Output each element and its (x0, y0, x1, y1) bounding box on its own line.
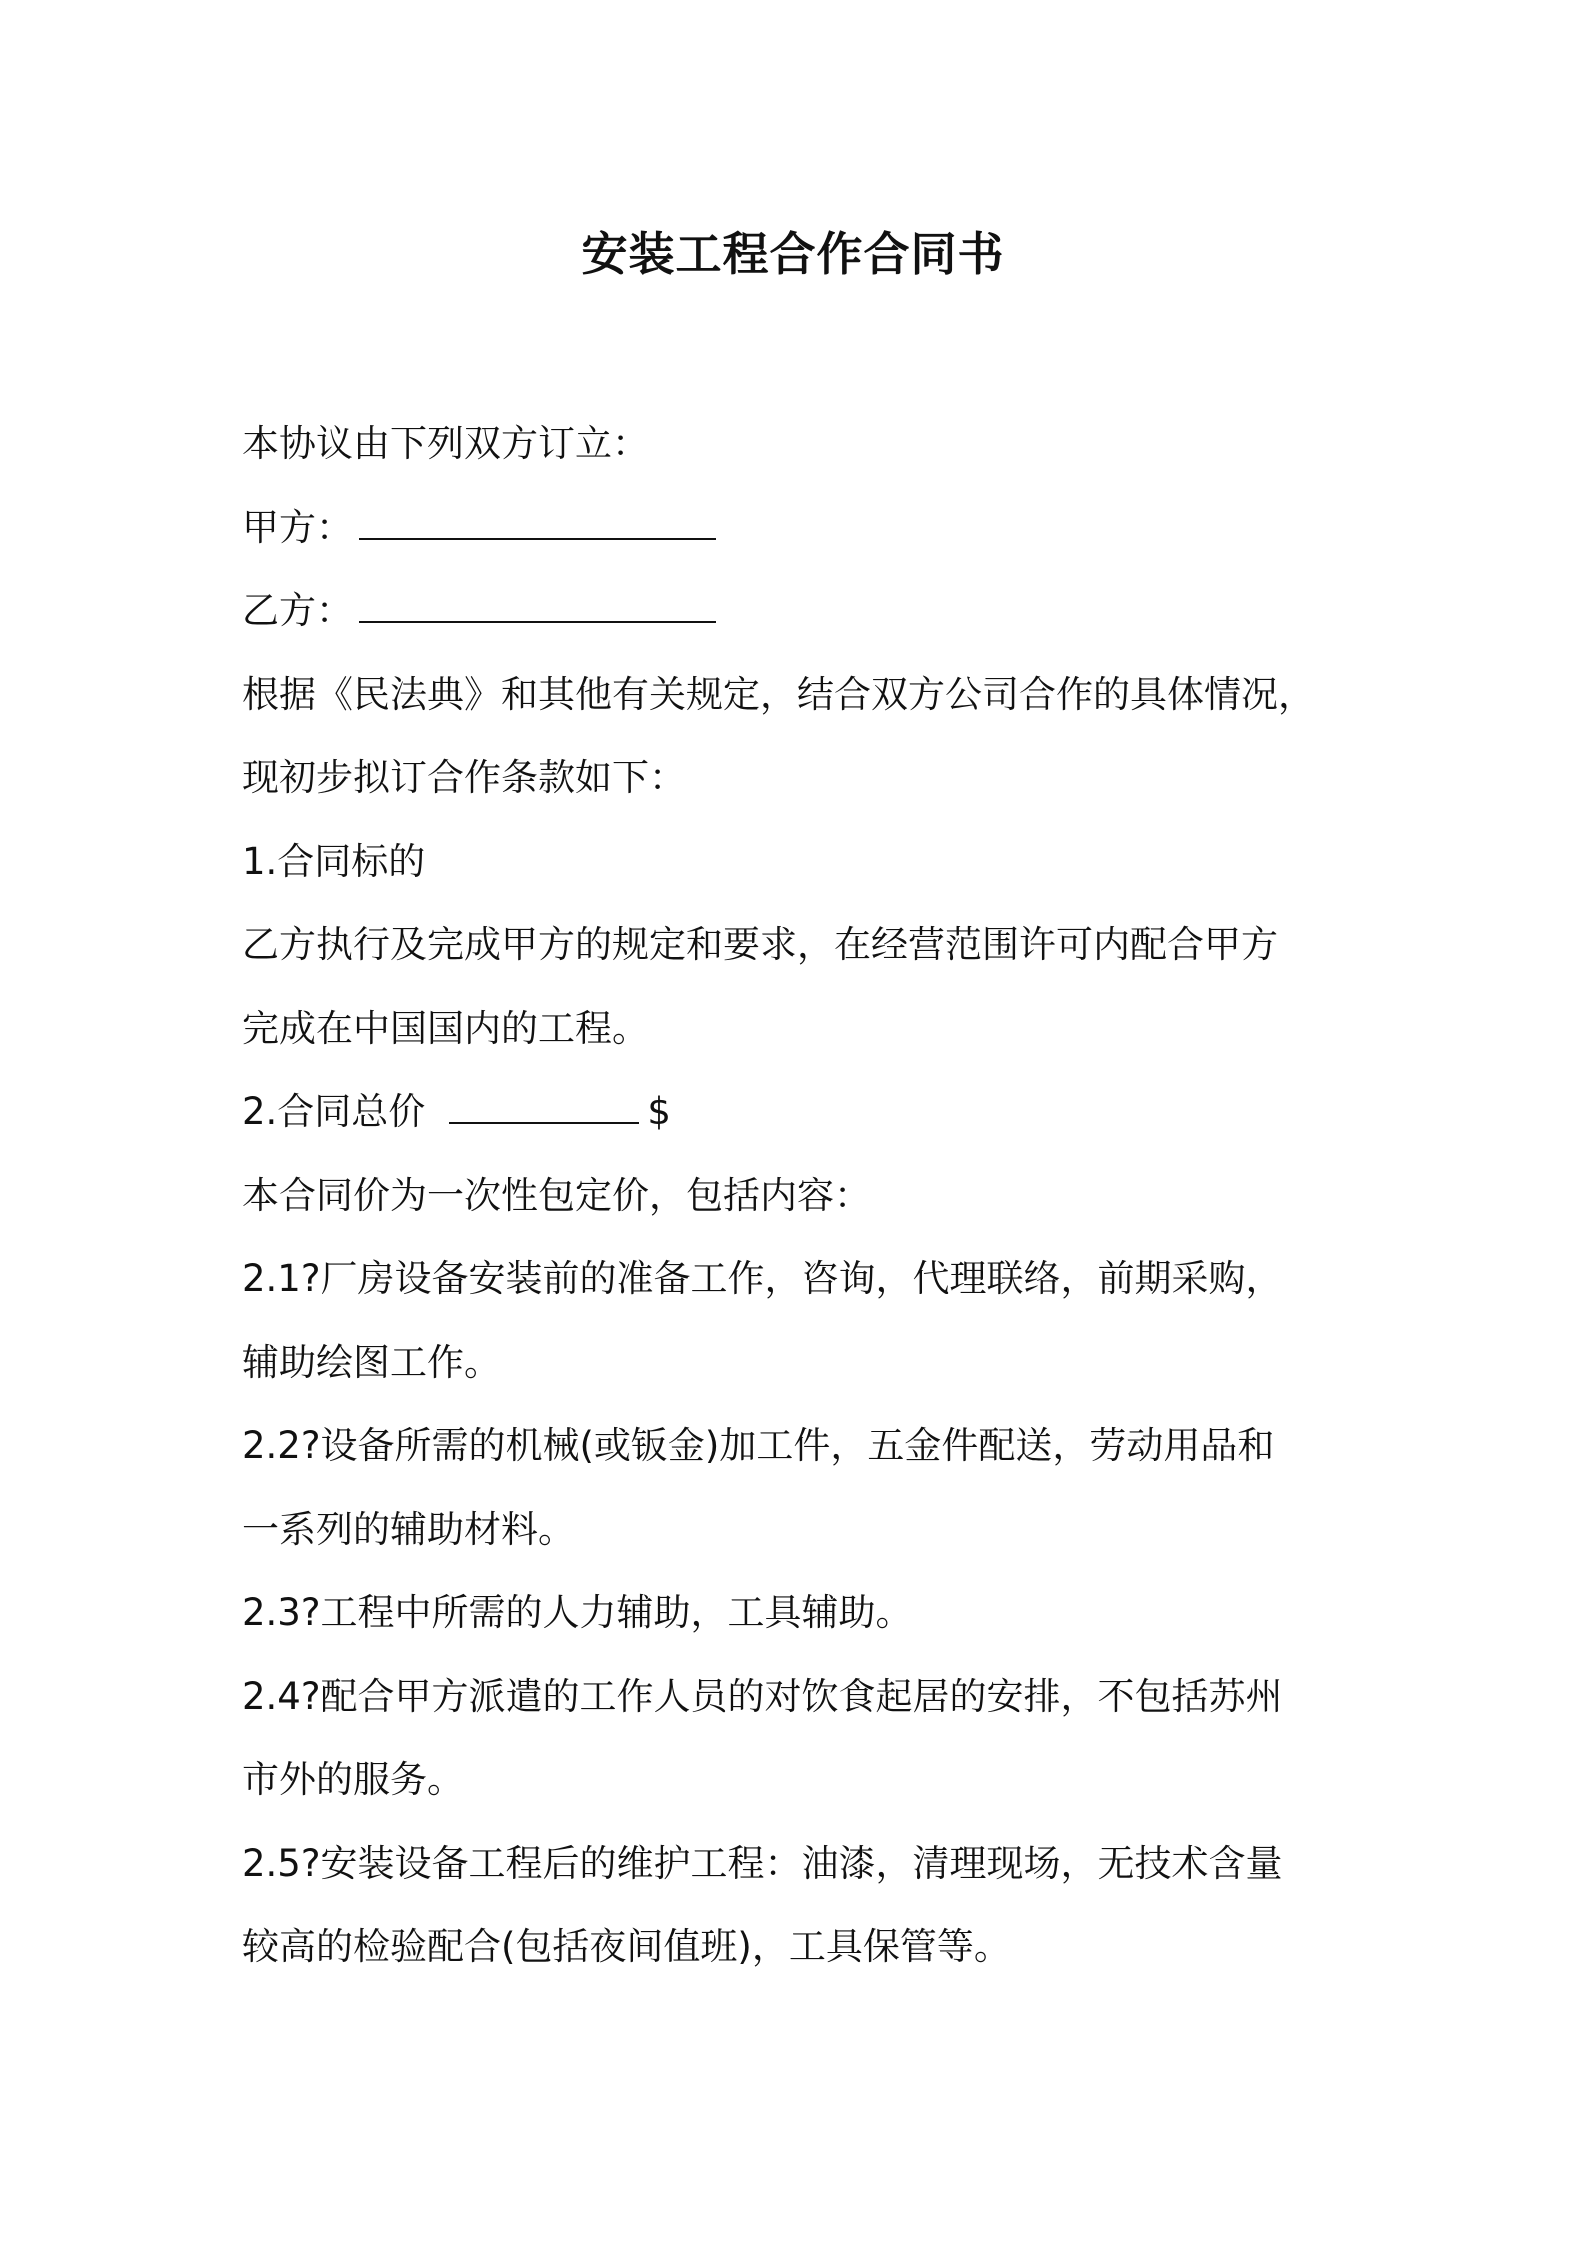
basis-line-2: 现初步拟订合作条款如下： (242, 756, 686, 799)
party-a-line (242, 486, 1362, 570)
item-2-5-line-1: 2.5?安装设备工程后的维护工程：油漆，清理现场，无技术含量 (242, 1841, 1283, 1885)
party-b-blank (359, 591, 716, 623)
document-body (242, 402, 1362, 1989)
intro-line: 本协议由下列双方订立： (242, 422, 649, 465)
section-2-heading-line (242, 1070, 1362, 1154)
section-1-heading: 1.合同标的 (242, 839, 426, 883)
document-title: 安装工程合作合同书 (581, 227, 1005, 281)
party-b-line (242, 569, 1362, 653)
item-2-1-line-2: 辅助绘图工作。 (242, 1340, 501, 1384)
party-a-blank (359, 508, 716, 540)
item-2-3-line-1: 2.3?工程中所需的人力辅助，工具辅助。 (242, 1591, 913, 1634)
item-2-4-line-1: 2.4?配合甲方派遣的工作人员的对饮食起居的安排，不包括苏州 (242, 1674, 1283, 1718)
currency-symbol: $ (647, 1090, 671, 1133)
section-2-intro: 本合同价为一次性包定价，包括内容： (242, 1173, 871, 1217)
item-2-4-line-2: 市外的服务。 (242, 1758, 464, 1801)
party-a-label: 甲方： (242, 505, 353, 549)
item-2-2-line-2: 一系列的辅助材料。 (242, 1507, 575, 1551)
item-2-2-line-1: 2.2?设备所需的机械(或钣金)加工件，五金件配送，劳动用品和 (242, 1424, 1275, 1467)
section-2-heading: 2.合同总价 (242, 1090, 426, 1133)
section-1-line-2: 完成在中国国内的工程。 (242, 1006, 649, 1050)
item-2-1-line-1: 2.1?厂房设备安装前的准备工作，咨询，代理联络，前期采购， (242, 1257, 1283, 1300)
basis-line-1: 根据《民法典》和其他有关规定，结合双方公司合作的具体情况， (242, 672, 1315, 716)
section-1-line-1: 乙方执行及完成甲方的规定和要求，在经营范围许可内配合甲方 (242, 923, 1278, 966)
item-2-5-line-2: 较高的检验配合(包括夜间值班)，工具保管等。 (242, 1925, 1011, 1968)
contract-price-blank (449, 1092, 639, 1124)
party-b-label: 乙方： (242, 589, 353, 632)
